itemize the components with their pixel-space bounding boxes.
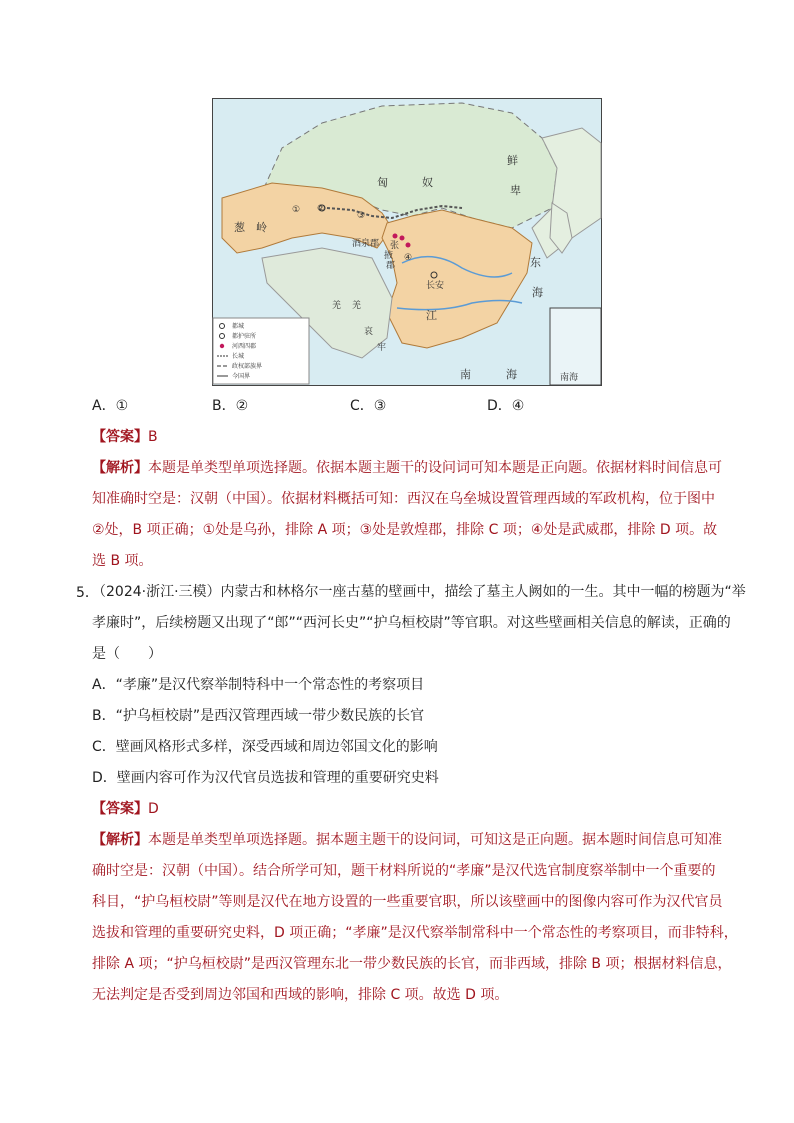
label-xiongnu-1: 匈 — [377, 176, 388, 189]
q5-stem-line-3: 是（ ） — [92, 646, 162, 662]
q5-answer — [92, 799, 159, 819]
q4-answer-tag: 【答案】 — [92, 429, 148, 445]
q5-analysis-line-5: 排除 A 项；“护乌桓校尉”是西汉管理东北一带少数民族的长官，而非西域，排除 B 项；根据材料信息， — [92, 956, 732, 972]
q4-analysis-line-2: 知准确时空是：汉朝（中国）。依据材料概括可知：西汉在乌垒城设置管理西域的军政机构，位于图中 — [92, 491, 715, 507]
label-zhangye-2: 掖 — [384, 251, 394, 261]
q4-option-c[interactable]: C．③ — [350, 398, 387, 414]
q5-analysis-text-1: 本题是单类型单项选择题。据本题主题干的设问词，可知这是正向题。据本题时间信息可知准 — [148, 832, 722, 848]
label-nanhai-inset: 南海 — [560, 373, 579, 383]
marker-3: ③ — [357, 211, 366, 221]
legend-border: 政权部族界 — [232, 363, 263, 370]
label-qiang-1: 羌 — [332, 301, 342, 311]
legend-wall: 长城 — [232, 353, 245, 360]
label-changan: 长安 — [426, 281, 445, 291]
q5-analysis-line-4: 选拔和管理的重要研究史料，D 项正确；“孝廉”是汉代察举制常科中一个常态性的考察项目，而非特科， — [92, 925, 738, 941]
q5-analysis-line-3: 科目，“护乌桓校尉”等则是汉代在地方设置的一些重要官职，所以该壁画中的图像内容可作为汉代官员 — [92, 894, 723, 910]
label-congling-1: 葱 — [234, 221, 245, 234]
label-xianbei-2: 卑 — [510, 184, 521, 197]
q4-option-d[interactable]: D．④ — [487, 398, 525, 414]
marker-2: ② — [317, 204, 326, 214]
q4-analysis-text-1: 本题是单类型单项选择题。依据本题主题干的设问词可知本题是正向题。依据材料时间信息可 — [148, 460, 722, 476]
legend-capital: 都城 — [232, 323, 245, 330]
label-dong: 东 — [530, 256, 541, 269]
label-zhangye-1: 张 — [390, 241, 400, 251]
label-jiang: 江 — [426, 309, 437, 322]
q4-option-b[interactable]: B．② — [212, 398, 249, 414]
q5-analysis-line-6: 无法判定是否受到周边邻国和西域的影响，排除 C 项。故选 D 项。 — [92, 987, 509, 1003]
q5-option-a[interactable]: A．“孝廉”是汉代察举制特科中一个常态性的考察项目 — [92, 677, 425, 693]
label-hai: 海 — [532, 286, 543, 299]
q5-stem-line-1: （2024·浙江·三模）内蒙古和林格尔一座古墓的壁画中，描绘了墓主人阙如的一生。其中一幅的榜题为“举 — [92, 584, 746, 600]
q5-analysis-line-1 — [92, 830, 722, 850]
q5-answer-tag: 【答案】 — [92, 801, 148, 817]
label-xianbei-1: 鲜 — [507, 154, 518, 167]
q4-answer-value: B — [148, 429, 158, 445]
q4-analysis-line-1 — [92, 458, 722, 478]
label-zhangye-3: 郡 — [386, 261, 396, 271]
label-congling-2: 岭 — [256, 221, 267, 234]
label-ailao-2: 牢 — [377, 343, 387, 353]
legend-modern: 今国界 — [232, 373, 251, 380]
q4-analysis-tag: 【解析】 — [92, 460, 148, 476]
label-qiang-2: 羌 — [352, 301, 362, 311]
q5-analysis-line-2: 确时空是：汉朝（中国）。结合所学可知，题干材料所说的“孝廉”是汉代选官制度察举制中一个重要的 — [92, 863, 716, 879]
marker-1: ① — [292, 205, 301, 215]
q4-answer — [92, 427, 158, 447]
q5-analysis-tag: 【解析】 — [92, 832, 148, 848]
label-jiuquan: 酒泉郡 — [352, 239, 380, 249]
q5-option-b[interactable]: B．“护乌桓校尉”是西汉管理西域一带少数民族的长官 — [92, 708, 425, 724]
q4-option-a[interactable]: A．① — [92, 398, 129, 414]
legend-protectorate: 都护驻所 — [232, 333, 257, 340]
han-dynasty-map — [212, 98, 602, 386]
q4-analysis-line-4: 选 B 项。 — [92, 553, 153, 569]
q5-number: 5． — [76, 585, 99, 601]
label-xiongnu-2: 奴 — [422, 176, 433, 189]
label-nan: 南 — [460, 368, 471, 381]
legend-hexi: 河西四郡 — [232, 343, 257, 350]
q5-stem-line-2: 孝廉时”，后续榜题又出现了“郎”“西河长史”“护乌桓校尉”等官职。对这些壁画相关信息的解读，正确的 — [92, 615, 731, 631]
marker-4: ④ — [404, 253, 413, 263]
q5-option-d[interactable]: D．壁画内容可作为汉代官员选拔和管理的重要研究史料 — [92, 770, 439, 786]
q5-answer-value: D — [148, 801, 159, 817]
label-ailao-1: 哀 — [364, 327, 374, 337]
q4-analysis-line-3: ②处，B 项正确；①处是乌孙，排除 A 项；③处是敦煌郡，排除 C 项；④处是武威郡，排除 D 项。故 — [92, 522, 718, 538]
q5-option-c[interactable]: C．壁画风格形式多样，深受西域和周边邻国文化的影响 — [92, 739, 438, 755]
label-hai2: 海 — [506, 368, 517, 381]
